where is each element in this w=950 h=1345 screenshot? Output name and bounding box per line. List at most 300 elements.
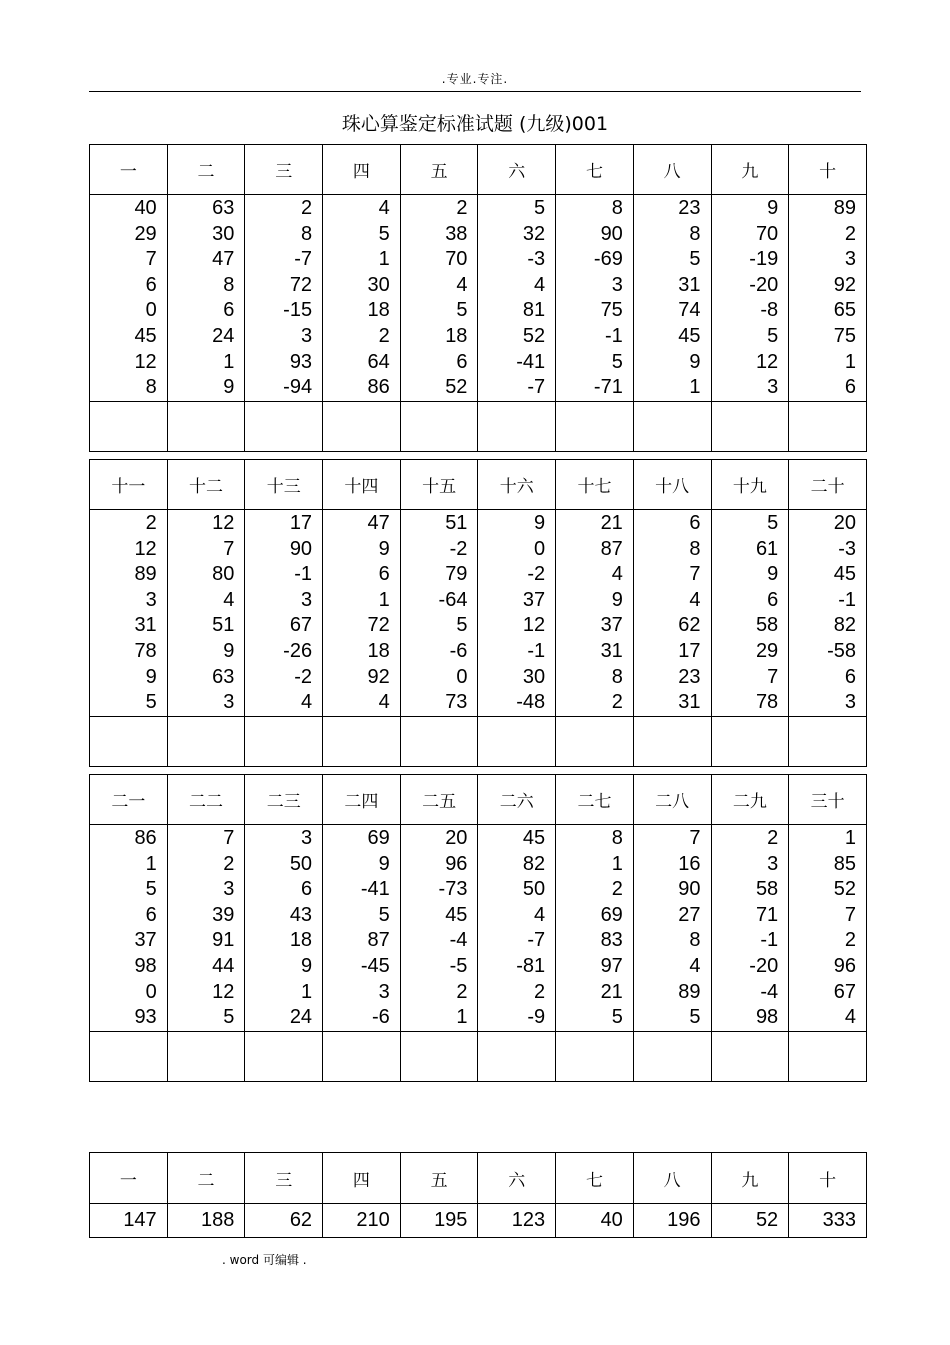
column-header: 九 <box>711 145 789 195</box>
number-value: 6 <box>145 273 157 296</box>
answer-cell[interactable] <box>323 1031 401 1081</box>
number-value: 9 <box>534 512 546 534</box>
number-value: 45 <box>833 563 856 586</box>
number-column <box>711 510 789 717</box>
number-value: 7 <box>223 537 235 560</box>
answer-cell[interactable] <box>478 401 556 451</box>
number-value: 6 <box>844 665 856 688</box>
answer-value: 196 <box>633 1204 711 1238</box>
answer-cell[interactable] <box>789 401 867 451</box>
number-value: -81 <box>516 954 546 977</box>
number-value: 31 <box>600 639 623 662</box>
number-value: 2 <box>378 324 390 347</box>
number-column <box>400 195 478 402</box>
answer-cell[interactable] <box>556 401 634 451</box>
number-value: 8 <box>689 222 701 245</box>
answer-cell[interactable] <box>789 1031 867 1081</box>
number-column <box>478 510 556 717</box>
number-value: 0 <box>456 665 468 688</box>
number-value: 5 <box>611 350 623 373</box>
number-value: 3 <box>378 980 390 1003</box>
answer-row <box>90 716 867 766</box>
number-value: 18 <box>289 929 313 952</box>
number-value: 5 <box>456 299 468 322</box>
number-value: 3 <box>767 376 779 399</box>
number-value: 45 <box>445 903 468 926</box>
column-header: 十九 <box>711 460 789 510</box>
number-value: 2 <box>534 980 546 1003</box>
number-value: 69 <box>367 827 390 849</box>
number-column <box>323 195 401 402</box>
column-header: 二九 <box>711 775 789 825</box>
number-column <box>167 195 245 402</box>
number-value: 24 <box>289 1006 313 1029</box>
numbers-row <box>90 825 867 1032</box>
number-value: 1 <box>844 350 856 373</box>
number-value: 5 <box>767 324 779 347</box>
number-value: -26 <box>283 639 313 662</box>
number-value: 72 <box>367 614 390 637</box>
column-header: 十七 <box>556 460 634 510</box>
column-header: 二十 <box>789 460 867 510</box>
header-row <box>90 460 867 510</box>
column-header: 九 <box>711 1153 789 1204</box>
number-column <box>556 510 634 717</box>
number-value: 90 <box>600 222 623 245</box>
number-value: 58 <box>755 614 779 637</box>
number-value: 31 <box>134 614 157 637</box>
answer-value: 62 <box>245 1204 323 1238</box>
number-value: 9 <box>378 537 390 560</box>
number-value: 89 <box>833 197 856 219</box>
number-value: 7 <box>767 665 779 688</box>
column-header: 一 <box>90 1153 168 1204</box>
number-value: 85 <box>833 852 856 875</box>
number-value: 69 <box>600 903 623 926</box>
number-value: 79 <box>445 563 468 586</box>
number-value: 3 <box>145 588 157 611</box>
number-value: 27 <box>678 903 701 926</box>
number-value: 4 <box>534 903 546 926</box>
column-header: 二二 <box>167 775 245 825</box>
answer-cell[interactable] <box>478 716 556 766</box>
number-value: 45 <box>522 827 546 849</box>
number-value: 12 <box>212 512 235 534</box>
number-value: 8 <box>300 222 313 245</box>
number-value: 9 <box>145 665 157 688</box>
number-value: 7 <box>844 903 856 926</box>
column-header: 四 <box>323 145 401 195</box>
answer-value: 210 <box>323 1204 401 1238</box>
number-value: 8 <box>611 197 623 219</box>
answer-cell[interactable] <box>789 716 867 766</box>
number-value: 8 <box>223 273 235 296</box>
number-value: 93 <box>289 350 313 373</box>
number-value: 3 <box>300 827 313 849</box>
number-value: -58 <box>827 639 856 662</box>
number-value: 3 <box>300 324 313 347</box>
number-value: 58 <box>755 878 779 901</box>
number-value: 90 <box>289 537 313 560</box>
number-value: 47 <box>367 512 390 534</box>
column-header: 十 <box>789 145 867 195</box>
number-value: 90 <box>678 878 701 901</box>
numbers-row <box>90 510 867 717</box>
number-value: 12 <box>522 614 546 637</box>
answer-cell[interactable] <box>167 716 245 766</box>
number-value: 1 <box>300 980 313 1003</box>
number-value: 4 <box>689 954 701 977</box>
number-value: 70 <box>755 222 779 245</box>
problem-block-1 <box>89 144 867 452</box>
number-value: -20 <box>749 954 779 977</box>
number-value: 98 <box>755 1006 779 1029</box>
answer-cell[interactable] <box>90 716 168 766</box>
number-value: 8 <box>689 537 701 560</box>
number-value: 2 <box>456 980 468 1003</box>
header-row <box>90 145 867 195</box>
number-value: 52 <box>445 376 468 399</box>
number-value: 9 <box>611 588 623 611</box>
number-column <box>556 195 634 402</box>
number-value: 3 <box>767 852 779 875</box>
column-header: 八 <box>633 145 711 195</box>
number-value: 9 <box>223 376 235 399</box>
column-header: 七 <box>556 1153 634 1204</box>
number-value: 67 <box>289 614 313 637</box>
number-value: 97 <box>600 954 623 977</box>
answer-row <box>90 1031 867 1081</box>
number-column <box>789 825 867 1032</box>
number-value: -19 <box>749 248 779 271</box>
column-header: 二六 <box>478 775 556 825</box>
number-value: 87 <box>367 929 390 952</box>
number-value: 2 <box>844 929 856 952</box>
number-column <box>90 510 168 717</box>
column-header: 十 <box>789 1153 867 1204</box>
number-value: -5 <box>449 954 468 977</box>
column-header: 十五 <box>400 460 478 510</box>
number-value: 5 <box>456 614 468 637</box>
number-value: 29 <box>134 222 157 245</box>
answer-value: 123 <box>478 1204 556 1238</box>
answer-cell[interactable] <box>167 1031 245 1081</box>
column-header: 二一 <box>90 775 168 825</box>
header-divider <box>89 91 861 92</box>
number-column <box>245 825 323 1032</box>
answer-value: 333 <box>789 1204 867 1238</box>
number-value: 93 <box>134 1006 157 1029</box>
number-value: 1 <box>378 588 390 611</box>
number-value: 80 <box>212 563 235 586</box>
number-column <box>167 510 245 717</box>
number-value: 4 <box>844 1006 856 1029</box>
answer-cell[interactable] <box>245 1031 323 1081</box>
number-value: 89 <box>134 563 157 586</box>
number-value: 4 <box>300 691 313 714</box>
answer-cell[interactable] <box>711 1031 789 1081</box>
number-column <box>90 825 168 1032</box>
column-header: 二四 <box>323 775 401 825</box>
number-value: 2 <box>145 512 157 534</box>
number-value: 44 <box>212 954 235 977</box>
number-value: -20 <box>749 273 779 296</box>
number-value: -6 <box>371 1006 390 1029</box>
number-value: 2 <box>456 197 468 219</box>
number-value: 6 <box>378 563 390 586</box>
number-value: 1 <box>378 248 390 271</box>
number-value: 87 <box>600 537 623 560</box>
number-value: 51 <box>212 614 235 637</box>
number-value: 61 <box>755 537 779 560</box>
number-column <box>245 510 323 717</box>
number-value: 30 <box>522 665 546 688</box>
answer-cell[interactable] <box>478 1031 556 1081</box>
answer-key-values-row <box>90 1204 867 1238</box>
answer-cell[interactable] <box>400 716 478 766</box>
number-value: 64 <box>367 350 390 373</box>
number-value: 8 <box>145 376 157 399</box>
number-value: 73 <box>445 691 468 714</box>
number-value: 9 <box>223 639 235 662</box>
number-value: 18 <box>445 324 468 347</box>
answer-cell[interactable] <box>400 1031 478 1081</box>
number-value: 6 <box>145 903 157 926</box>
answer-cell[interactable] <box>245 716 323 766</box>
header-note: .专业.专注. <box>441 72 509 86</box>
number-value: 32 <box>522 222 546 245</box>
number-value: 75 <box>600 299 623 322</box>
column-header: 二八 <box>633 775 711 825</box>
answer-value: 40 <box>556 1204 634 1238</box>
number-value: 31 <box>678 273 701 296</box>
answer-cell[interactable] <box>400 401 478 451</box>
column-header: 六 <box>478 1153 556 1204</box>
number-value: 1 <box>689 376 701 399</box>
answer-cell[interactable] <box>556 716 634 766</box>
number-value: 52 <box>833 878 856 901</box>
number-value: 45 <box>678 324 701 347</box>
number-value: 91 <box>212 929 235 952</box>
number-column <box>478 195 556 402</box>
answer-row <box>90 401 867 451</box>
number-value: 4 <box>611 563 623 586</box>
number-value: 2 <box>611 691 623 714</box>
number-column <box>400 510 478 717</box>
number-value: 39 <box>212 903 235 926</box>
number-value: 78 <box>755 691 779 714</box>
number-value: 9 <box>300 954 313 977</box>
number-column <box>478 825 556 1032</box>
number-column <box>90 195 168 402</box>
number-value: 30 <box>367 273 390 296</box>
problem-block-3 <box>89 774 867 1082</box>
number-value: 96 <box>445 852 468 875</box>
number-value: 3 <box>611 273 623 296</box>
number-value: 51 <box>445 512 468 534</box>
number-value: -41 <box>516 350 546 373</box>
number-value: 89 <box>678 980 701 1003</box>
number-value: 21 <box>600 512 623 534</box>
number-value: 6 <box>844 376 856 399</box>
number-value: -3 <box>838 537 856 560</box>
number-value: 7 <box>689 827 701 849</box>
number-value: 5 <box>611 1006 623 1029</box>
column-header: 六 <box>478 145 556 195</box>
number-value: 98 <box>134 954 157 977</box>
number-column <box>556 825 634 1032</box>
number-value: 6 <box>456 350 468 373</box>
number-value: 2 <box>844 222 856 245</box>
number-value: 3 <box>300 588 313 611</box>
number-value: 92 <box>833 273 856 296</box>
page-title: 珠心算鉴定标准试题 (九级)001 <box>341 113 609 135</box>
number-value: 6 <box>689 512 701 534</box>
number-value: -1 <box>294 563 313 586</box>
number-value: -2 <box>449 537 468 560</box>
column-header: 五 <box>400 1153 478 1204</box>
answer-cell[interactable] <box>323 401 401 451</box>
number-value: 4 <box>223 588 235 611</box>
number-value: 4 <box>378 197 390 219</box>
number-value: -6 <box>449 639 468 662</box>
number-column <box>400 825 478 1032</box>
number-value: 63 <box>212 197 235 219</box>
number-value: 9 <box>689 350 701 373</box>
answer-cell[interactable] <box>633 1031 711 1081</box>
number-value: -2 <box>294 665 313 688</box>
number-column <box>245 195 323 402</box>
number-value: 4 <box>378 691 390 714</box>
answer-cell[interactable] <box>556 1031 634 1081</box>
column-header: 十四 <box>323 460 401 510</box>
number-value: -64 <box>438 588 468 611</box>
answer-cell[interactable] <box>167 401 245 451</box>
number-value: 75 <box>833 324 856 347</box>
number-value: 5 <box>223 1006 235 1029</box>
number-value: 1 <box>145 852 157 875</box>
number-value: 20 <box>445 827 468 849</box>
column-header: 十六 <box>478 460 556 510</box>
column-header: 七 <box>556 145 634 195</box>
number-value: 5 <box>534 197 546 219</box>
number-value: 82 <box>522 852 546 875</box>
column-header: 十一 <box>90 460 168 510</box>
number-value: 17 <box>678 639 701 662</box>
number-value: 37 <box>134 929 157 952</box>
number-value: 62 <box>678 614 701 637</box>
number-value: 16 <box>678 852 701 875</box>
number-value: 63 <box>212 665 235 688</box>
number-value: 45 <box>134 324 157 347</box>
number-value: 24 <box>212 324 235 347</box>
number-value: -9 <box>527 1006 546 1029</box>
number-value: -7 <box>294 248 313 271</box>
answer-cell[interactable] <box>711 401 789 451</box>
number-value: 1 <box>223 350 235 373</box>
number-value: 18 <box>367 299 390 322</box>
number-value: 5 <box>378 903 390 926</box>
number-value: 31 <box>678 691 701 714</box>
answer-cell[interactable] <box>711 716 789 766</box>
number-value: 12 <box>134 350 157 373</box>
column-header: 十八 <box>633 460 711 510</box>
number-value: 23 <box>678 197 701 219</box>
number-value: 7 <box>145 248 157 271</box>
number-value: 81 <box>522 299 546 322</box>
number-value: 20 <box>833 512 856 534</box>
number-value: 78 <box>134 639 157 662</box>
number-value: 5 <box>689 248 701 271</box>
number-value: 74 <box>678 299 701 322</box>
number-value: 1 <box>611 852 623 875</box>
number-value: 12 <box>212 980 235 1003</box>
number-value: 3 <box>844 248 856 271</box>
number-value: -7 <box>527 929 546 952</box>
answer-cell[interactable] <box>90 401 168 451</box>
number-value: -8 <box>760 299 779 322</box>
number-value: 86 <box>367 376 390 399</box>
number-value: 4 <box>534 273 546 296</box>
number-value: 7 <box>689 563 701 586</box>
number-value: -4 <box>449 929 468 952</box>
number-value: 12 <box>755 350 779 373</box>
number-value: 65 <box>833 299 856 322</box>
answer-cell[interactable] <box>633 401 711 451</box>
column-header: 三 <box>245 145 323 195</box>
number-value: -94 <box>283 376 313 399</box>
number-value: 21 <box>600 980 623 1003</box>
number-value: -3 <box>527 248 546 271</box>
number-value: 8 <box>689 929 701 952</box>
number-value: -15 <box>283 299 313 322</box>
number-value: -41 <box>360 878 390 901</box>
number-value: 92 <box>367 665 390 688</box>
number-value: 5 <box>145 878 157 901</box>
number-value: 52 <box>522 324 546 347</box>
number-value: 50 <box>289 852 313 875</box>
number-value: 12 <box>134 537 157 560</box>
number-value: 0 <box>145 299 157 322</box>
number-column <box>633 825 711 1032</box>
answer-cell[interactable] <box>245 401 323 451</box>
number-column <box>633 510 711 717</box>
answer-cell[interactable] <box>323 716 401 766</box>
number-value: 8 <box>611 665 623 688</box>
answer-value: 188 <box>167 1204 245 1238</box>
number-value: 6 <box>223 299 235 322</box>
number-value: -1 <box>838 588 856 611</box>
number-value: 4 <box>689 588 701 611</box>
number-value: 83 <box>600 929 623 952</box>
number-value: 29 <box>755 639 779 662</box>
answer-cell[interactable] <box>633 716 711 766</box>
column-header: 二五 <box>400 775 478 825</box>
number-value: -1 <box>760 929 779 952</box>
number-value: 82 <box>833 614 856 637</box>
number-column <box>633 195 711 402</box>
number-value: 71 <box>755 903 779 926</box>
answer-cell[interactable] <box>90 1031 168 1081</box>
number-value: -69 <box>593 248 623 271</box>
number-value: 3 <box>844 691 856 714</box>
number-value: 1 <box>456 1006 468 1029</box>
column-header: 五 <box>400 145 478 195</box>
number-value: 47 <box>212 248 235 271</box>
number-column <box>711 195 789 402</box>
column-header: 二 <box>167 1153 245 1204</box>
number-value: 72 <box>289 273 313 296</box>
